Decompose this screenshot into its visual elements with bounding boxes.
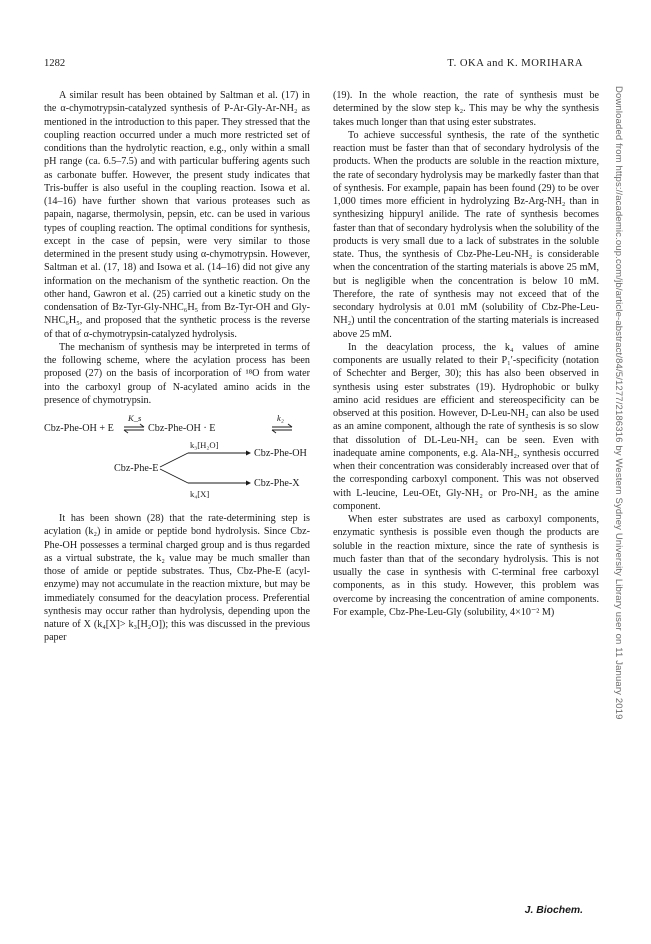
scheme-k4-label: k₄[X] (190, 489, 210, 499)
paragraph: A similar result has been obtained by Saltman et al. (17) in the α-chymotrypsin-catalyzed synthesis of P-Ar-Gly-Ar-NH₂ as mentioned in the introduction to this paper. They stressed that the coupling reaction occurred under a much more restricted set of conditions than the hydrolytic reaction, e.g., only within a small pH range (ca. 6.5–7.5) and with particular buffering agents such as carbonate buffer. However, the present study indicates that Tris-buffer is also useful in the coupling reaction. Isowa et al. (14–16) have further shown that various proteases such as papain, nagarse, thermolysin, pepsin, etc. can be used in various types of coupling reaction. The optimal conditions for synthesis, except in the case of pepsin, were very similar to those determined in the present study using α-chymotrypsin. However, Saltman et al. (17, 18) and Isowa et al. (14–16) did not give any information on the mechanism of the synthetic reaction. On the other hand, Gawron et al. (25) carried out a kinetic study on the condensation of Bz-Tyr-Gly-NHC₆H₅ from Bz-Tyr-OH and Gly-NHC₆H₅, and proposed that the synthetic process is the reverse of that of α-chymotrypsin-catalyzed hydrolysis. (44, 90, 310, 340)
scheme-product-synthesis: Cbz-Phe-X (254, 478, 300, 489)
scheme-product-hydrolysis: Cbz-Phe-OH (254, 448, 307, 459)
scheme-k3-label: k₃[H₂O] (190, 440, 219, 450)
scheme-ks-label: K_s (128, 413, 142, 423)
download-watermark: Downloaded from https://academic.oup.com/jb/article-abstract/84/5/1277/2186316 by Western Sydney University Library user on 11 January 2019 (613, 86, 624, 720)
reaction-scheme (44, 413, 310, 502)
paragraph: To achieve successful synthesis, the rate of the synthetic reaction must be faster than that of secondary hydrolysis of the products. When the products are soluble in the reaction mixture, the rate of secondary hydrolysis may be markedly faster than that of synthesis. For example, papain has been found (29) to be over 1,000 times more efficient in hydrolyzing Bz-Arg-NH₂ than in synthesizing hippuryl anilide. The rate of synthesis becomes faster than that of secondary hydrolysis when the solubility of the products is very small due to a lack of substrates in the soluble state. Thus, the synthesis of Cbz-Phe-Leu-NH₂ is considerable when the concentration of the starting materials is above 25 mM, but is negligible when the concentration is below 10 mM. Therefore, the rate of synthesis may not exceed that of the secondary hydrolysis at 0.01 mM (solubility of Cbz-Phe-Leu-NH₂) until the concentration of the starting materials is increased above 25 mM. (333, 129, 599, 340)
scheme-acyl-enzyme: Cbz-Phe-E (114, 463, 159, 474)
page-number: 1282 (44, 58, 66, 69)
right-column (333, 89, 599, 619)
scheme-k2-label: k₂ (277, 413, 284, 423)
paragraph: It has been shown (28) that the rate-determining step is acylation (k₂) in amide or peptide bond hydrolysis. Since Cbz-Phe-OH possesses a terminal charged group and is thus regarded as a virtual substrate, the k₂ value may be much smaller than those of amide or peptide substrates. Thus, Cbz-Phe-E (acyl-enzyme) may not accumulate in the reaction mixture, but may be immediately consumed for the deacylation process. Preferential synthesis may occur rather than hydrolysis, depending upon the nature of X (k₄[X]> k₃[H₂O]); this was discussed in the previous paper (44, 513, 310, 644)
paragraph: In the deacylation process, the k₄ values of amine components are usually related to their P₁′-specificity (notation of Schechter and Berger, 30); this has also been observed in synthesis using ester substrates (19). Hydrophobic or bulky amino acid residues are efficient and stereospecificity can be observed at this position. However, D-Leu-NH₂ can also be used as an amine component, although the rate of synthesis is so slow that dissolution of DL-Leu-NH₂ can be seen. Even with inadequate amine components, e.g. Ala-NH₂, synthesis occurred when their concentration was considerably increased over that of the corresponding carboxyl component. This was not observed with L-leucine, Leu-OEt, Gly-NH₂ or Pro-NH₂ as the amine component. (333, 341, 599, 512)
journal-footer: J. Biochem. (524, 905, 583, 916)
scheme-complex: Cbz-Phe-OH · E (148, 423, 216, 434)
paragraph: (19). In the whole reaction, the rate of synthesis must be determined by the slow step k₂. This may be why the synthesis takes much longer than that using ester substrates. (333, 90, 599, 128)
scheme-reactants: Cbz-Phe-OH + E (44, 423, 114, 434)
paragraph: The mechanism of synthesis may be interpreted in terms of the following scheme, where the acylation process has been proposed (27) on the basis of incorporation of ¹⁸O from water into the carboxyl group of N-acylated amino acids in the presence of chymotrypsin. (44, 341, 310, 406)
running-head: T. OKA and K. MORIHARA (447, 58, 583, 69)
left-column (44, 89, 310, 645)
paragraph: When ester substrates are used as carboxyl components, enzymatic synthesis is possible even though the products are soluble in the reaction mixture, since the rate of synthesis is much faster than that of the secondary hydrolysis. This is not usually the case in synthesis with C-terminal free carboxyl components, as in this study. However, this problem was overcome by increasing the concentration of amine components. For example, Cbz-Phe-Leu-Gly (solubility, 4×10⁻² M) (333, 514, 599, 618)
